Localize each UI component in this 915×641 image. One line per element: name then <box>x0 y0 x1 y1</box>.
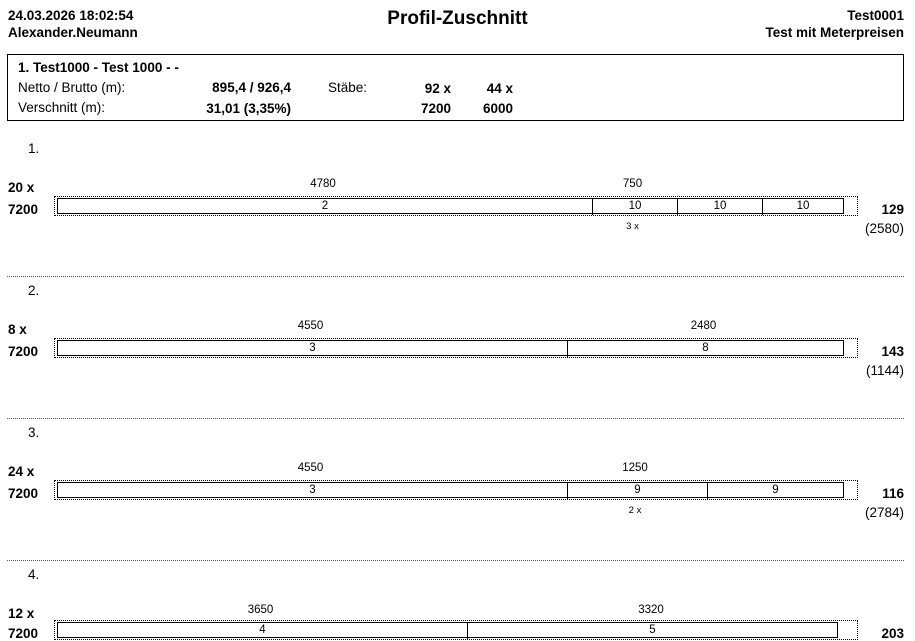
project-name: Test mit Meterpreisen <box>765 25 904 40</box>
bar-length: 7200 <box>8 202 39 217</box>
dimension-label: 3320 <box>638 604 664 616</box>
report-title: Profil-Zuschnitt <box>387 8 528 29</box>
staebe-length-1: 7200 <box>420 101 451 116</box>
section-number: 2. <box>28 283 40 298</box>
cut-piece: 9 <box>707 483 843 499</box>
netto-brutto-value: 895,4 / 926,4 <box>212 80 291 95</box>
waste-total: (2784) <box>864 505 904 520</box>
netto-brutto-label: Netto / Brutto (m): <box>18 80 126 95</box>
dimension-label: 750 <box>622 178 643 190</box>
cut-piece: 8 <box>567 341 843 357</box>
repeat-count: 2 x <box>628 505 642 516</box>
verschnitt-value: 31,01 (3,35%) <box>206 101 291 116</box>
waste-per-bar: 203 <box>881 626 904 641</box>
waste-total: (2580) <box>864 221 904 236</box>
dimension-label: 1250 <box>622 462 648 474</box>
cut-piece: 3 <box>309 484 316 496</box>
staebe-label: Stäbe: <box>328 80 368 95</box>
summary-title: 1. Test1000 - Test 1000 - - <box>18 60 179 75</box>
bar-quantity: 12 x <box>8 606 35 621</box>
project-id: Test0001 <box>847 8 904 23</box>
dimension-label: 4780 <box>310 178 336 190</box>
repeat-count: 3 x <box>626 221 639 232</box>
stock-bar <box>54 620 858 640</box>
cut-piece: 4 <box>259 624 266 636</box>
dimension-label: 3650 <box>247 604 274 616</box>
bar-quantity: 20 x <box>8 180 35 195</box>
cut-piece: 10 <box>762 199 843 215</box>
report-user: Alexander.Neumann <box>8 25 138 40</box>
staebe-count-1: 92 x <box>424 81 451 96</box>
cut-piece: 10 <box>592 199 677 215</box>
cut-piece: 5 <box>467 623 837 639</box>
section-number: 4. <box>28 567 40 582</box>
bar-length: 7200 <box>8 486 39 501</box>
bar-length: 7200 <box>8 626 39 641</box>
waste-per-bar: 143 <box>881 344 904 359</box>
waste-per-bar: 116 <box>882 486 904 501</box>
cut-piece: 10 <box>677 199 762 215</box>
section-number: 1. <box>28 141 40 156</box>
staebe-count-2: 44 x <box>486 81 513 96</box>
cut-piece: 9 <box>567 483 707 499</box>
section-number: 3. <box>28 425 40 440</box>
report-datetime: 24.03.2026 18:02:54 <box>8 8 134 23</box>
waste-total: (1144) <box>865 363 904 378</box>
dimension-label: 4550 <box>297 462 324 474</box>
cut-piece: 2 <box>321 200 329 212</box>
waste-per-bar: 129 <box>881 202 904 217</box>
cut-piece: 3 <box>309 342 316 354</box>
bar-quantity: 8 x <box>8 322 27 337</box>
bar-quantity: 24 x <box>8 464 35 479</box>
dimension-label: 2480 <box>690 320 717 332</box>
bar-length: 7200 <box>8 344 39 359</box>
dimension-label: 4550 <box>297 320 324 332</box>
cut-bar <box>57 622 838 638</box>
verschnitt-label: Verschnitt (m): <box>18 100 106 115</box>
staebe-length-2: 6000 <box>482 101 513 116</box>
